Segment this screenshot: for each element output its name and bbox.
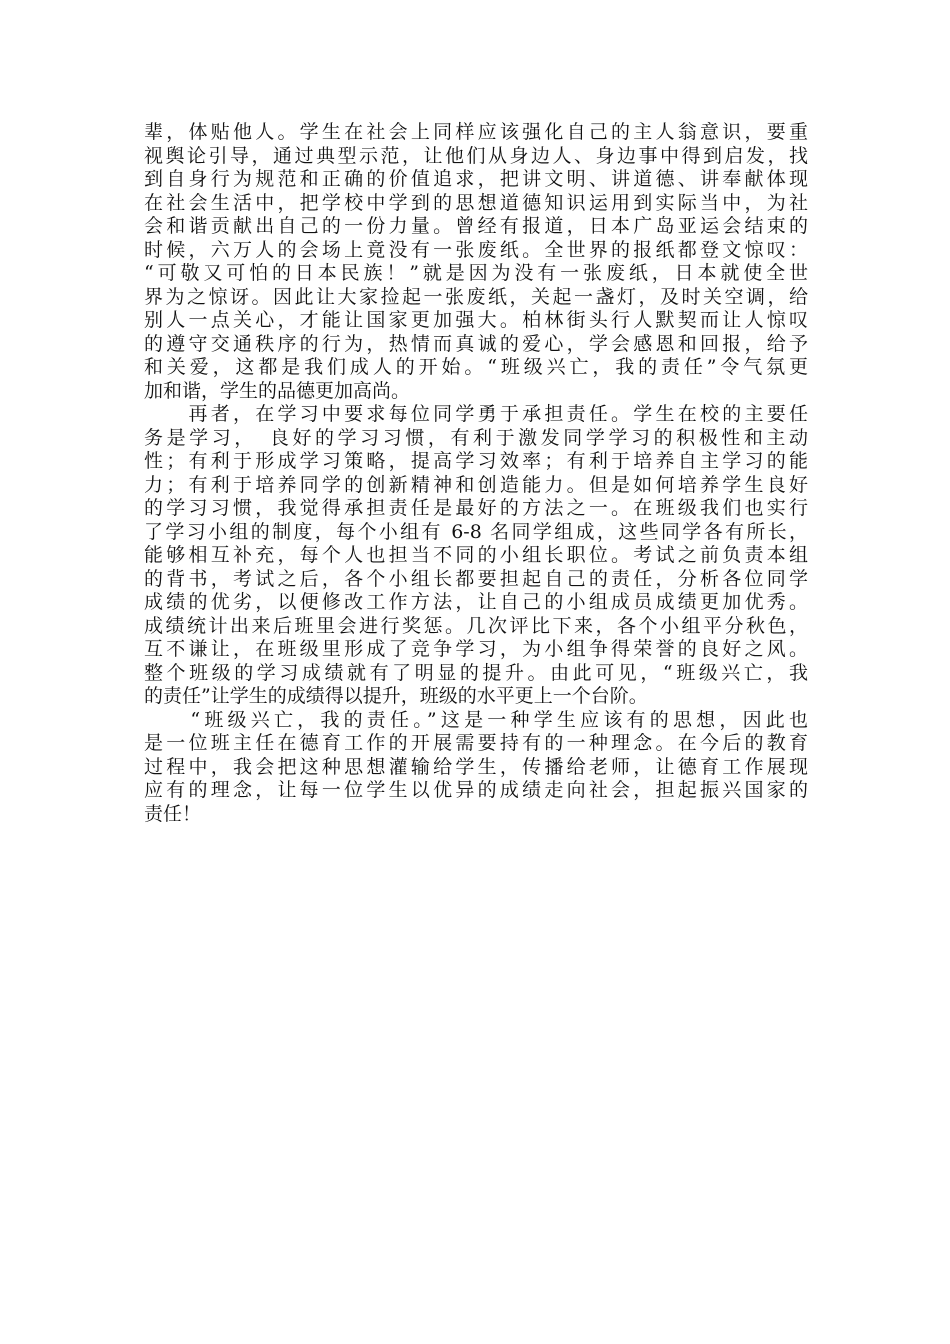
paragraph-end-line: 责任！ <box>144 802 202 825</box>
text-line: 的背书，考试之后，各个小组长都要担起自己的责任，分析各位同学 <box>144 567 808 590</box>
text-line: 时候，六万人的会场上竟没有一张废纸。全世界的报纸都登文惊叹： <box>144 238 808 261</box>
paragraph-start-line: 再者，在学习中要求每位同学勇于承担责任。学生在校的主要任 <box>144 403 808 425</box>
text-line: 在社会生活中，把学校中学到的思想道德知识运用到实际当中，为社 <box>144 191 808 214</box>
text-line: 视舆论引导，通过典型示范，让他们从身边人、身边事中得到启发，找 <box>144 144 808 167</box>
text-line: 互不谦让，在班级里形成了竞争学习，为小组争得荣誉的良好之风。 <box>144 638 808 660</box>
paragraph-end-line: 的责任”让学生的成绩得以提升，班级的水平更上一个台阶。 <box>144 685 648 707</box>
text-line: 成绩的优劣，以便修改工作方法，让自己的小组成员成绩更加优秀。 <box>144 591 808 613</box>
text-line: 性；有利于形成学习策略，提高学习效率；有利于培养自主学习的能 <box>144 450 808 472</box>
text-line: 是一位班主任在德育工作的开展需要持有的一种理念。在今后的教育 <box>144 732 808 754</box>
text-line: 的学习习惯，我觉得承担责任是最好的方法之一。在班级我们也实行 <box>144 497 808 519</box>
text-line: “可敬又可怕的日本民族！”就是因为没有一张废纸，日本就使全世 <box>144 262 808 284</box>
text-line: 力；有利于培养同学的创新精神和创造能力。但是如何培养学生良好 <box>144 473 808 496</box>
text-line: 界为之惊讶。因此让大家捡起一张废纸，关起一盏灯，及时关空调，给 <box>144 285 808 308</box>
paragraph-start-line: “班级兴亡，我的责任。”这是一种学生应该有的思想，因此也 <box>144 708 808 731</box>
text-line: 辈，体贴他人。学生在社会上同样应该强化自己的主人翁意识，要重 <box>144 121 808 143</box>
text-line: 务是学习， 良好的学习习惯，有利于激发同学学习的积极性和主动 <box>144 426 808 449</box>
text-line: 了学习小组的制度，每个小组有 6-8 名同学组成，这些同学各有所长， <box>144 520 808 543</box>
text-line: 成绩统计出来后班里会进行奖惩。几次评比下来，各个小组平分秋色， <box>144 614 808 637</box>
text-line: 别人一点关心，才能让国家更加强大。柏林街头行人默契而让人惊叹 <box>144 309 808 331</box>
text-line: 和关爱，这都是我们成人的开始。“班级兴亡，我的责任”令气氛更 <box>144 356 808 378</box>
text-line: 的遵守交通秩序的行为，热情而真诚的爱心，学会感恩和回报，给予 <box>144 332 808 355</box>
text-line: 应有的理念，让每一位学生以优异的成绩走向社会，担起振兴国家的 <box>144 779 808 801</box>
text-line: 会和谐贡献出自己的一份力量。曾经有报道，日本广岛亚运会结束的 <box>144 215 808 237</box>
paragraph-end-line: 加和谐，学生的品德更加高尚。 <box>144 379 411 402</box>
text-line: 到自身行为规范和正确的价值追求，把讲文明、讲道德、讲奉献体现 <box>144 168 808 190</box>
text-line: 整个班级的学习成绩就有了明显的提升。由此可见，“班级兴亡，我 <box>144 661 808 684</box>
text-line: 过程中，我会把这种思想灌输给学生，传播给老师，让德育工作展现 <box>144 755 808 778</box>
text-line: 能够相互补充，每个人也担当不同的小组长职位。考试之前负责本组 <box>144 544 808 566</box>
body-text <box>144 121 808 826</box>
